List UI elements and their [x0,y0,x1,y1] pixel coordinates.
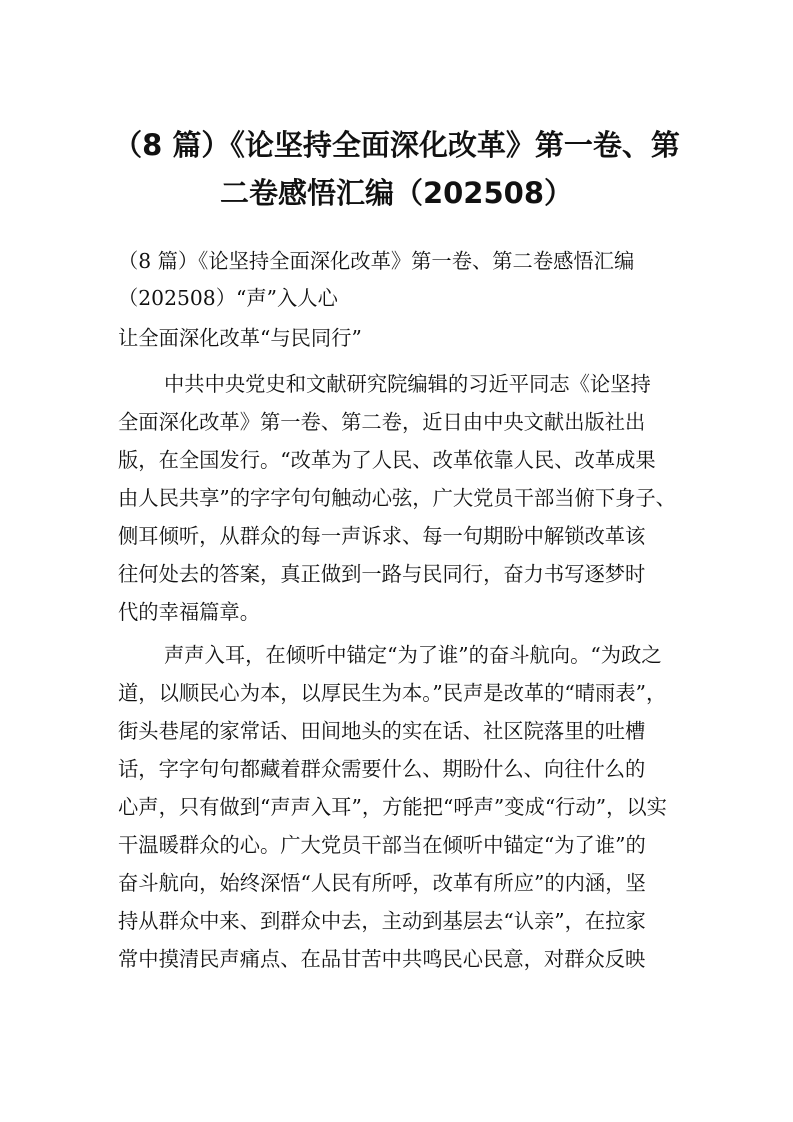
document-title-line-1: （8 篇）《论坚持全面深化改革》第一卷、第 [113,128,680,162]
body-line: 干温暖群众的心。广大党员干部当在倾听中锚定“为了谁”的 [118,833,646,857]
subtitle-line-2: （202508）“声”入人心 [118,286,338,310]
body-line: 全面深化改革》第一卷、第二卷，近日由中央文献出版社出 [118,410,646,434]
body-line: 由人民共享”的字字句句触动心弦，广大党员干部当俯下身子、 [118,486,676,510]
body-line: 中共中央党史和文献研究院编辑的习近平同志《论坚持 [164,372,651,396]
body-line: 声声入耳，在倾听中锚定“为了谁”的奋斗航向。“为政之 [164,643,662,667]
section-heading: 让全面深化改革“与民同行” [118,326,362,350]
body-line: 话，字字句句都藏着群众需要什么、期盼什么、向往什么的 [118,757,646,781]
subtitle-line-1: （8 篇）《论坚持全面深化改革》第一卷、第二卷感悟汇编 [118,249,635,273]
document-title-line-2: 二卷感悟汇编（202508） [219,176,574,210]
body-line: 道，以顺民心为本，以厚民生为本。”民声是改革的“晴雨表”， [118,681,667,705]
body-line: 代的幸福篇章。 [118,600,260,624]
body-line: 侧耳倾听，从群众的每一声诉求、每一句期盼中解锁改革该 [118,524,646,548]
body-line: 版，在全国发行。“改革为了人民、改革依靠人民、改革成果 [118,448,656,472]
body-line: 街头巷尾的家常话、田间地头的实在话、社区院落里的吐槽 [118,719,646,743]
body-line: 常中摸清民声痛点、在品甘苦中共鸣民心民意，对群众反映 [118,947,646,971]
body-line: 心声，只有做到“声声入耳”，方能把“呼声”变成“行动”，以实 [118,795,667,819]
body-line: 持从群众中来、到群众中去，主动到基层去“认亲”，在拉家 [118,909,646,933]
body-line: 奋斗航向，始终深悟“人民有所呼，改革有所应”的内涵，坚 [118,871,646,895]
body-line: 往何处去的答案，真正做到一路与民同行，奋力书写逐梦时 [118,562,646,586]
